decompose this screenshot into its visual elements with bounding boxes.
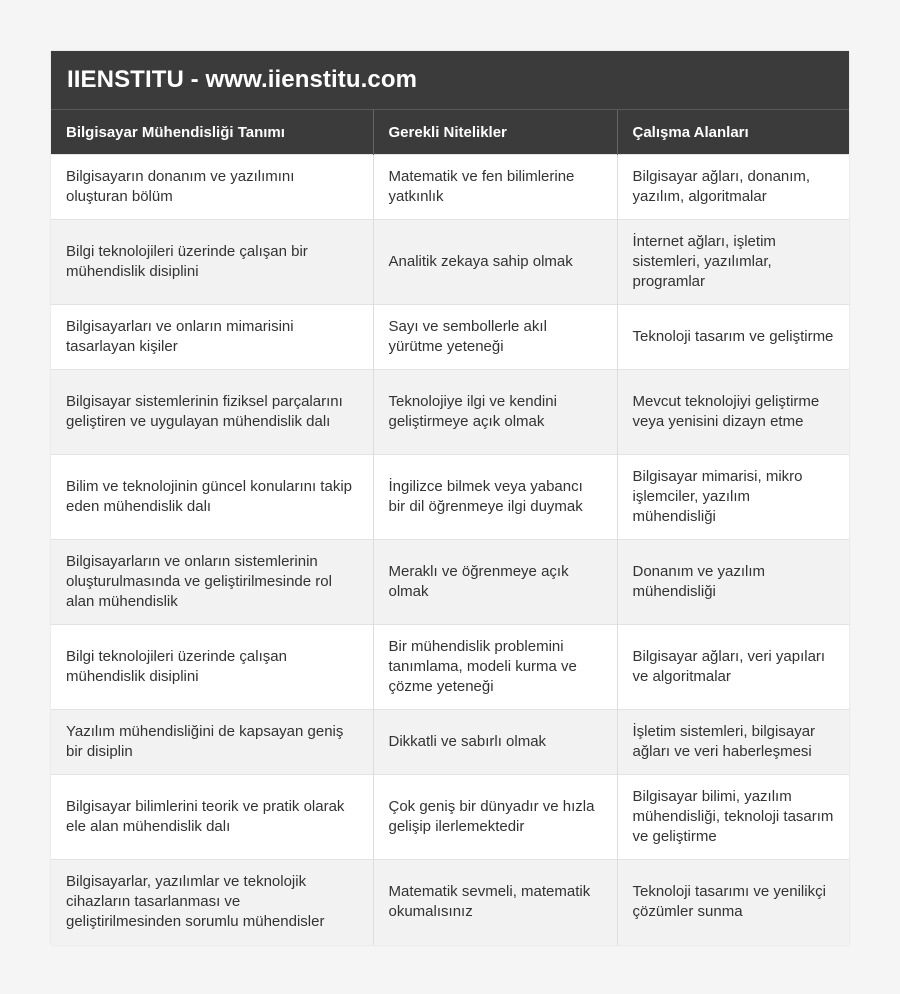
table-row: [51, 540, 849, 625]
table-cell: Bilim ve teknolojinin güncel konularını takip eden mühendislik dalı: [51, 455, 373, 540]
table-cell: İşletim sistemleri, bilgisayar ağları ve veri haberleşmesi: [617, 710, 849, 775]
table-row: [51, 155, 849, 220]
table-cell: Bilgisayar mimarisi, mikro işlemciler, yazılım mühendisliği: [617, 455, 849, 540]
table-cell: Donanım ve yazılım mühendisliği: [617, 540, 849, 625]
column-header-work-areas: Çalışma Alanları: [617, 110, 849, 155]
table-cell: Çok geniş bir dünyadır ve hızla gelişip ilerlemektedir: [373, 775, 617, 860]
table-cell: Matematik ve fen bilimlerine yatkınlık: [373, 155, 617, 220]
table-cell: Bilgisayarın donanım ve yazılımını oluşturan bölüm: [51, 155, 373, 220]
table-cell: Bilgisayar bilimlerini teorik ve pratik olarak ele alan mühendislik dalı: [51, 775, 373, 860]
table-cell: İngilizce bilmek veya yabancı bir dil öğrenmeye ilgi duymak: [373, 455, 617, 540]
table-cell: Bir mühendislik problemini tanımlama, modeli kurma ve çözme yeteneği: [373, 625, 617, 710]
table-cell: Teknolojiye ilgi ve kendini geliştirmeye açık olmak: [373, 370, 617, 455]
table-row: [51, 305, 849, 370]
table-cell: Bilgisayar ağları, donanım, yazılım, algoritmalar: [617, 155, 849, 220]
table-row: [51, 710, 849, 775]
table-cell: Bilgi teknolojileri üzerinde çalışan bir mühendislik disiplini: [51, 220, 373, 305]
table-cell: Teknoloji tasarımı ve yenilikçi çözümler sunma: [617, 860, 849, 945]
table-row: [51, 860, 849, 945]
table-cell: Yazılım mühendisliğini de kapsayan geniş bir disiplin: [51, 710, 373, 775]
column-header-qualifications: Gerekli Nitelikler: [373, 110, 617, 155]
table-cell: Mevcut teknolojiyi geliştirme veya yenisini dizayn etme: [617, 370, 849, 455]
table-cell: Sayı ve sembollerle akıl yürütme yeteneği: [373, 305, 617, 370]
table-cell: Bilgisayar ağları, veri yapıları ve algoritmalar: [617, 625, 849, 710]
table-cell: Meraklı ve öğrenmeye açık olmak: [373, 540, 617, 625]
table-header-row: [51, 110, 849, 155]
site-banner: IIENSTITU - www.iienstitu.com: [51, 51, 849, 109]
table-row: [51, 625, 849, 710]
table-cell: İnternet ağları, işletim sistemleri, yazılımlar, programlar: [617, 220, 849, 305]
table-row: [51, 220, 849, 305]
column-header-definition: Bilgisayar Mühendisliği Tanımı: [51, 110, 373, 155]
data-table: [51, 109, 849, 945]
table-row: [51, 455, 849, 540]
table-cell: Matematik sevmeli, matematik okumalısınız: [373, 860, 617, 945]
table-row: [51, 370, 849, 455]
table-cell: Bilgi teknolojileri üzerinde çalışan mühendislik disiplini: [51, 625, 373, 710]
table-row: [51, 775, 849, 860]
table-cell: Bilgisayar bilimi, yazılım mühendisliği, teknoloji tasarım ve geliştirme: [617, 775, 849, 860]
table-cell: Bilgisayarlar, yazılımlar ve teknolojik cihazların tasarlanması ve geliştirilmesinden sorumlu mühendisler: [51, 860, 373, 945]
table-cell: Analitik zekaya sahip olmak: [373, 220, 617, 305]
table-cell: Bilgisayarların ve onların sistemlerinin oluşturulmasında ve geliştirilmesinde rol alan mühendislik: [51, 540, 373, 625]
table-cell: Bilgisayarları ve onların mimarisini tasarlayan kişiler: [51, 305, 373, 370]
table-cell: Dikkatli ve sabırlı olmak: [373, 710, 617, 775]
content-table-card: [51, 51, 849, 945]
table-cell: Teknoloji tasarım ve geliştirme: [617, 305, 849, 370]
table-cell: Bilgisayar sistemlerinin fiziksel parçalarını geliştiren ve uygulayan mühendislik dalı: [51, 370, 373, 455]
